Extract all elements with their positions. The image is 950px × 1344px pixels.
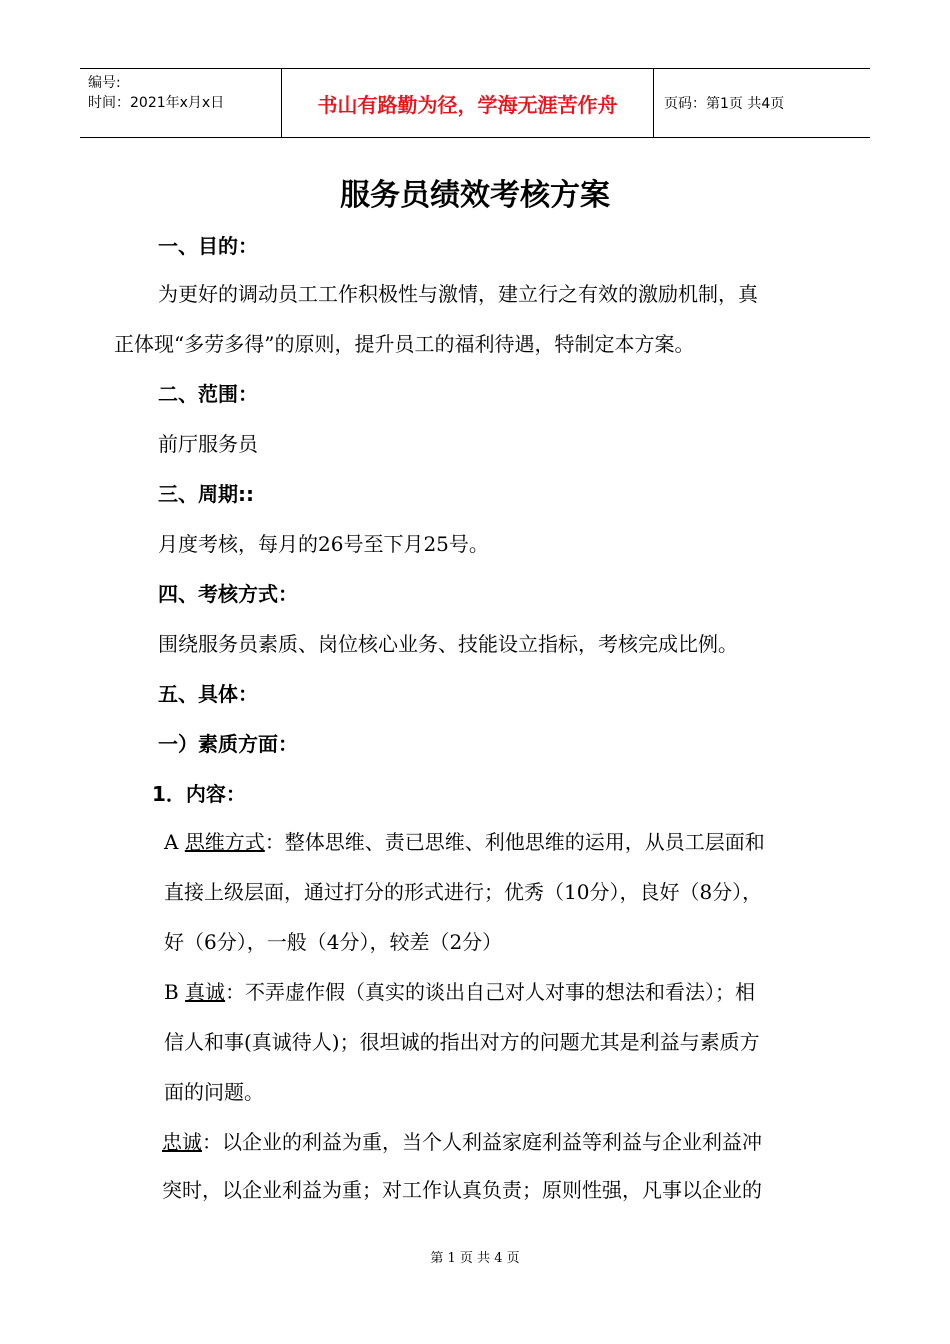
item-a-line-3: 好（6分），一般（4分），较差（2分） xyxy=(164,930,503,954)
subsection-1-heading: 一）素质方面： xyxy=(158,732,298,756)
item-b-line-1-rest: ：不弄虚作假（真实的谈出自己对人对事的想法和看法）；相 xyxy=(225,980,756,1004)
item-c-line-1 xyxy=(162,1126,762,1155)
number-label: 编号: xyxy=(88,75,121,91)
item-a-line-2: 直接上级层面，通过打分的形式进行；优秀（10分），良好（8分）， xyxy=(164,880,763,904)
document-title: 服务员绩效考核方案 xyxy=(340,178,610,213)
header-motto-cell xyxy=(282,69,654,137)
section-1-line-2: 正体现“多劳多得”的原则，提升员工的福利待遇，特制定本方案。 xyxy=(114,332,695,356)
item-b-line-2: 信人和事(真诚待人)；很坦诚的指出对方的问题尤其是利益与素质方 xyxy=(164,1030,760,1054)
item-1-heading: 1．内容： xyxy=(152,782,246,806)
item-a-prefix: A xyxy=(164,830,185,854)
item-b-line-1 xyxy=(164,976,755,1005)
section-4-body: 围绕服务员素质、岗位核心业务、技能设立指标，考核完成比例。 xyxy=(158,632,738,656)
item-b-line-3: 面的问题。 xyxy=(164,1080,264,1104)
section-2-body: 前厅服务员 xyxy=(158,432,258,456)
header-left-cell xyxy=(80,69,282,137)
motto-text: 书山有路勤为径，学海无涯苦作舟 xyxy=(317,92,618,117)
section-5-heading: 五、具体： xyxy=(158,682,258,706)
item-c-line-2: 突时，以企业利益为重；对工作认真负责；原则性强，凡事以企业的 xyxy=(162,1178,762,1202)
page-footer: 第 1 页 共 4 页 xyxy=(430,1251,520,1266)
section-1-heading: 一、目的： xyxy=(158,234,258,258)
item-b-prefix: B xyxy=(164,980,186,1004)
item-c-line-1-rest: ：以企业的利益为重，当个人利益家庭利益等利益与企业利益冲 xyxy=(202,1130,762,1154)
item-a-term: 思维方式 xyxy=(184,830,265,854)
section-2-heading: 二、范围： xyxy=(158,382,258,406)
section-4-heading: 四、考核方式： xyxy=(158,582,298,606)
section-3-body: 月度考核，每月的26号至下月25号。 xyxy=(158,532,489,556)
item-a-line-1-rest: ：整体思维、责已思维、利他思维的运用，从员工层面和 xyxy=(264,830,765,854)
section-1-line-1: 为更好的调动员工工作积极性与激情，建立行之有效的激励机制，真 xyxy=(158,282,758,306)
item-b-term: 真诚 xyxy=(185,980,226,1004)
header-page-cell xyxy=(654,69,870,137)
page-info: 页码：第1页 共4页 xyxy=(664,96,785,112)
time-label: 时间：2021年x月x日 xyxy=(88,95,225,111)
item-c-term: 忠诚 xyxy=(162,1130,202,1154)
header-table xyxy=(80,68,870,138)
section-3-heading: 三、周期:: xyxy=(158,482,254,506)
item-a-line-1 xyxy=(164,826,765,855)
